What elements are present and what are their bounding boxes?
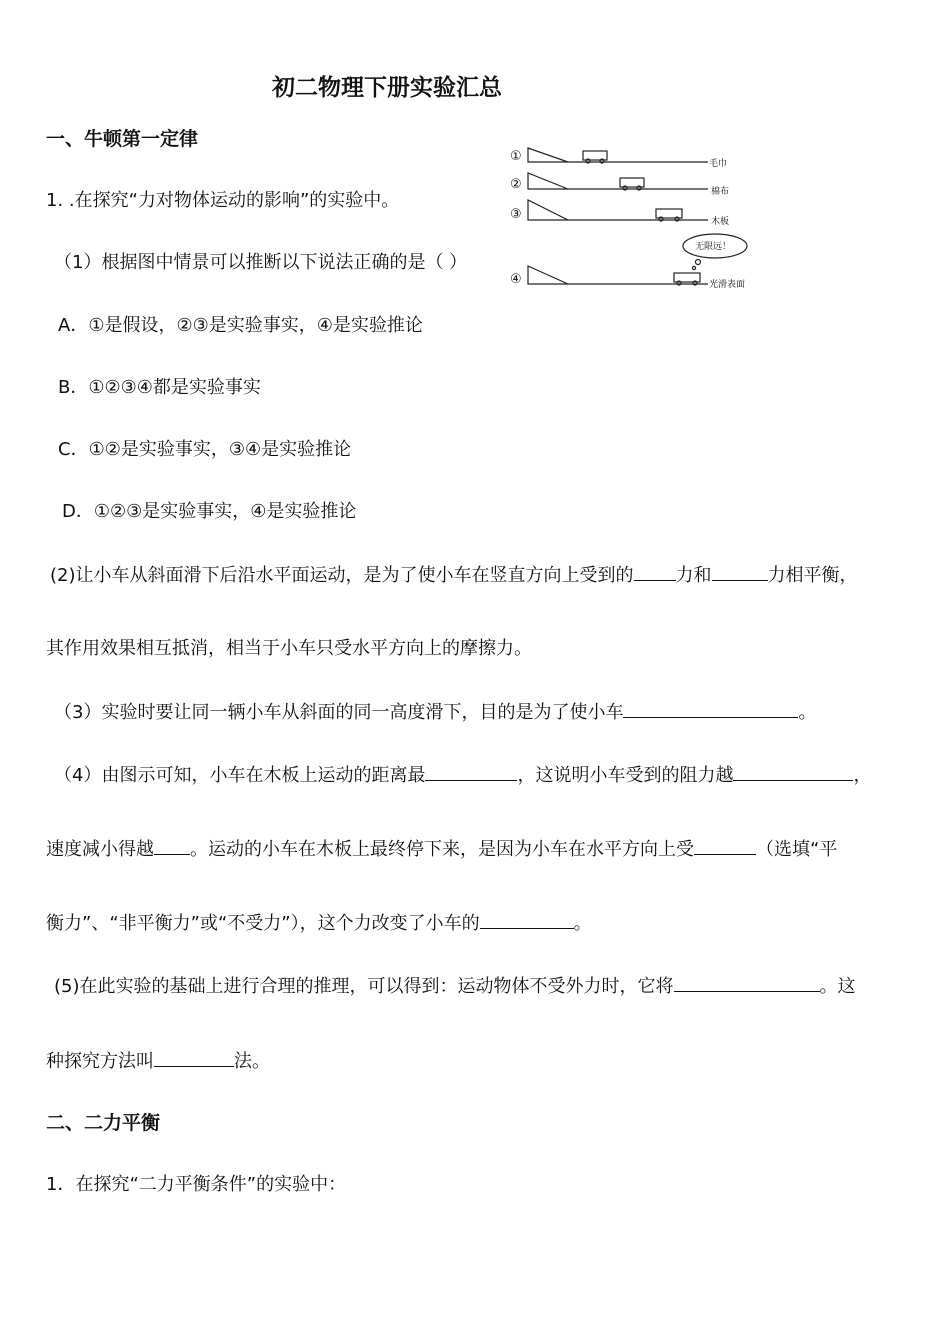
q1-2-text-c: 力相平衡， [767, 565, 858, 586]
experiment-figure [508, 140, 758, 295]
figure-label-4: ④ [510, 272, 522, 287]
option-a: A．①是假设，②③是实验事实，④是实验推论 [58, 315, 423, 336]
q1-5-blank-2 [154, 1048, 234, 1067]
figure-bubble-text: 无限远！ [695, 242, 732, 252]
q1-2-blank-2 [712, 562, 768, 581]
q1-5-text-b: 。这 [819, 976, 856, 997]
q1-5-text-c: 种探究方法叫 [46, 1051, 154, 1072]
q1-4-line1 [54, 762, 871, 789]
q1-4-text-b: ，这说明小车受到的阻力越 [517, 765, 734, 786]
q1-1-question: （1）根据图中情景可以推断以下说法正确的是（ ） [54, 252, 468, 273]
option-d: D．①②③是实验事实，④是实验推论 [62, 501, 357, 522]
q1-4-text-h: 。 [573, 913, 592, 934]
surface-label-cotton: 棉布 [711, 187, 730, 197]
q1-5-text-a: (5)在此实验的基础上进行合理的推理，可以得到：运动物体不受外力时，它将 [54, 976, 674, 997]
q1-4-blank-2 [733, 762, 853, 781]
option-c: C．①②是实验事实，③④是实验推论 [58, 439, 352, 460]
q1-2-blank-1 [634, 562, 676, 581]
q1-2-text-a: (2)让小车从斜面滑下后沿水平面运动，是为了使小车在竖直方向上受到的 [50, 565, 634, 586]
q1-intro: 1. .在探究“力对物体运动的影响”的实验中。 [46, 190, 400, 211]
q1-5-blank-1 [674, 973, 820, 992]
q1-4-blank-1 [425, 762, 517, 781]
q1-4-text-f: （选填“平 [756, 839, 838, 860]
q1-4-blank-4 [694, 836, 756, 855]
figure-label-3: ③ [510, 207, 522, 222]
surface-label-towel: 毛巾 [709, 159, 728, 169]
option-b: B．①②③④都是实验事实 [58, 377, 261, 398]
page-title: 初二物理下册实验汇总 [272, 75, 502, 101]
q1-3-blank [623, 699, 798, 718]
q1-4-text-a: （4）由图示可知，小车在木板上运动的距离最 [54, 765, 426, 786]
q1-5-text-d: 法。 [234, 1051, 270, 1072]
q1-2-text-b: 力和 [675, 565, 712, 586]
q1-4-line3 [46, 910, 592, 937]
q1-4-text-g: 衡力”、“非平衡力”或“不受力”），这个力改变了小车的 [46, 913, 480, 934]
q1-4-text-c: ， [853, 765, 872, 786]
surface-label-smooth: 光滑表面 [709, 280, 746, 290]
q1-4-blank-3 [154, 836, 190, 855]
figure-label-1: ① [510, 149, 522, 164]
q1-4-text-d: 速度减小得越 [46, 839, 154, 860]
q1-3-text-a: （3）实验时要让同一辆小车从斜面的同一高度滑下，目的是为了使小车 [54, 702, 624, 723]
q1-2-line1 [50, 562, 858, 589]
section-heading-newton: 一、牛顿第一定律 [46, 128, 199, 150]
q1-5-line1 [54, 973, 856, 1000]
q1-3-text-b: 。 [798, 702, 817, 723]
surface-label-board: 木板 [711, 217, 730, 227]
q1-5-line2 [46, 1048, 270, 1075]
section-heading-balance: 二、二力平衡 [46, 1112, 161, 1134]
s2-q1-intro: 1．在探究“二力平衡条件”的实验中： [46, 1174, 347, 1195]
q1-4-line2 [46, 836, 837, 863]
q1-3 [54, 699, 816, 726]
q1-4-blank-5 [480, 910, 574, 929]
figure-label-2: ② [510, 177, 522, 192]
q1-2-line2: 其作用效果相互抵消，相当于小车只受水平方向上的摩擦力。 [46, 638, 532, 659]
q1-4-text-e: 。运动的小车在木板上最终停下来，是因为小车在水平方向上受 [190, 839, 694, 860]
